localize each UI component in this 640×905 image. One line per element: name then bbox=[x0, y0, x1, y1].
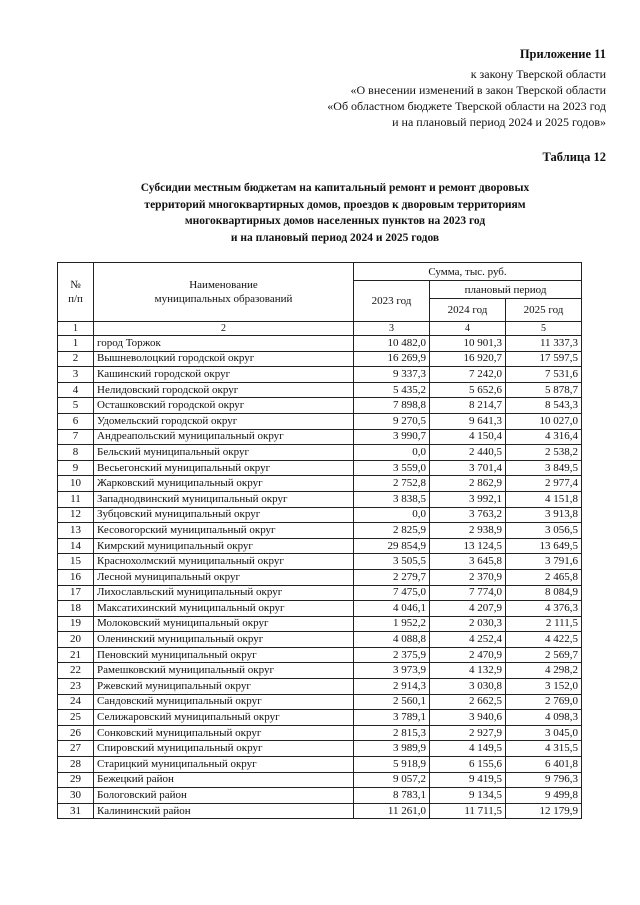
amount-2023: 29 854,9 bbox=[354, 538, 430, 554]
table-row bbox=[58, 429, 582, 445]
table-row bbox=[58, 523, 582, 539]
amount-2025: 4 422,5 bbox=[506, 632, 582, 648]
amount-2024: 10 901,3 bbox=[430, 336, 506, 352]
table-label: Таблица 12 bbox=[542, 150, 606, 164]
title-line: и на плановый период 2024 и 2025 годов bbox=[230, 231, 440, 244]
row-number: 15 bbox=[58, 554, 94, 570]
amount-2025: 13 649,5 bbox=[506, 538, 582, 554]
row-number: 9 bbox=[58, 460, 94, 476]
amount-2024: 2 470,9 bbox=[430, 647, 506, 663]
amount-2025: 3 849,5 bbox=[506, 460, 582, 476]
amount-2024: 6 155,6 bbox=[430, 757, 506, 773]
column-numbers bbox=[58, 322, 582, 336]
amount-2024: 8 214,7 bbox=[430, 398, 506, 414]
appendix-line: и на плановый период 2024 и 2025 годов» bbox=[392, 115, 606, 129]
amount-2024: 11 711,5 bbox=[430, 803, 506, 819]
amount-2025: 3 913,8 bbox=[506, 507, 582, 523]
amount-2025: 10 027,0 bbox=[506, 413, 582, 429]
appendix-line: к закону Тверской области bbox=[470, 67, 606, 81]
amount-2024: 3 940,6 bbox=[430, 710, 506, 726]
amount-2024: 4 150,4 bbox=[430, 429, 506, 445]
amount-2023: 1 952,2 bbox=[354, 616, 430, 632]
municipality-name: Молоковский муниципальный округ bbox=[94, 616, 354, 632]
amount-2025: 3 152,0 bbox=[506, 679, 582, 695]
amount-2025: 4 316,4 bbox=[506, 429, 582, 445]
row-number: 13 bbox=[58, 523, 94, 539]
amount-2025: 3 791,6 bbox=[506, 554, 582, 570]
amount-2023: 3 505,5 bbox=[354, 554, 430, 570]
header-name: Наименование муниципальных образований bbox=[94, 263, 354, 322]
table-row bbox=[58, 538, 582, 554]
row-number: 5 bbox=[58, 398, 94, 414]
amount-2025: 3 056,5 bbox=[506, 523, 582, 539]
header-num: № п/п bbox=[58, 263, 94, 322]
row-number: 14 bbox=[58, 538, 94, 554]
header-2024: 2024 год bbox=[430, 299, 506, 322]
subsidies-table bbox=[57, 262, 582, 819]
amount-2025: 2 538,2 bbox=[506, 445, 582, 461]
row-number: 2 bbox=[58, 351, 94, 367]
amount-2023: 10 482,0 bbox=[354, 336, 430, 352]
amount-2025: 4 376,3 bbox=[506, 601, 582, 617]
amount-2023: 11 261,0 bbox=[354, 803, 430, 819]
amount-2024: 2 662,5 bbox=[430, 694, 506, 710]
municipality-name: Кашинский городской округ bbox=[94, 367, 354, 383]
amount-2025: 8 084,9 bbox=[506, 585, 582, 601]
table-row bbox=[58, 569, 582, 585]
amount-2024: 9 419,5 bbox=[430, 772, 506, 788]
municipality-name: Бежецкий район bbox=[94, 772, 354, 788]
municipality-name: Старицкий муниципальный округ bbox=[94, 757, 354, 773]
municipality-name: Кимрский муниципальный округ bbox=[94, 538, 354, 554]
municipality-name: Ржевский муниципальный округ bbox=[94, 679, 354, 695]
amount-2023: 0,0 bbox=[354, 507, 430, 523]
row-number: 17 bbox=[58, 585, 94, 601]
column-number: 2 bbox=[94, 322, 354, 336]
amount-2023: 2 914,3 bbox=[354, 679, 430, 695]
municipality-name: Андреапольский муниципальный округ bbox=[94, 429, 354, 445]
amount-2023: 2 752,8 bbox=[354, 476, 430, 492]
row-number: 26 bbox=[58, 725, 94, 741]
row-number: 11 bbox=[58, 491, 94, 507]
amount-2025: 12 179,9 bbox=[506, 803, 582, 819]
amount-2024: 3 645,8 bbox=[430, 554, 506, 570]
amount-2023: 2 560,1 bbox=[354, 694, 430, 710]
table-row bbox=[58, 788, 582, 804]
amount-2023: 7 475,0 bbox=[354, 585, 430, 601]
table-row bbox=[58, 585, 582, 601]
row-number: 12 bbox=[58, 507, 94, 523]
amount-2024: 2 938,9 bbox=[430, 523, 506, 539]
header-sum: Сумма, тыс. руб. bbox=[354, 263, 582, 281]
municipality-name: Краснохолмский муниципальный округ bbox=[94, 554, 354, 570]
amount-2024: 4 149,5 bbox=[430, 741, 506, 757]
amount-2025: 4 151,8 bbox=[506, 491, 582, 507]
table-row bbox=[58, 710, 582, 726]
amount-2024: 2 440,5 bbox=[430, 445, 506, 461]
row-number: 8 bbox=[58, 445, 94, 461]
amount-2024: 5 652,6 bbox=[430, 382, 506, 398]
amount-2023: 5 918,9 bbox=[354, 757, 430, 773]
amount-2024: 9 134,5 bbox=[430, 788, 506, 804]
table-row bbox=[58, 741, 582, 757]
amount-2023: 16 269,9 bbox=[354, 351, 430, 367]
table-row bbox=[58, 367, 582, 383]
amount-2025: 9 796,3 bbox=[506, 772, 582, 788]
appendix-line: «Об областном бюджете Тверской области на 2023 год bbox=[327, 99, 606, 113]
row-number: 30 bbox=[58, 788, 94, 804]
header-2023: 2023 год bbox=[354, 281, 430, 322]
municipality-name: Сонковский муниципальный округ bbox=[94, 725, 354, 741]
row-number: 24 bbox=[58, 694, 94, 710]
amount-2024: 3 030,8 bbox=[430, 679, 506, 695]
amount-2023: 3 990,7 bbox=[354, 429, 430, 445]
title-line: Субсидии местным бюджетам на капитальный ремонт и ремонт дворовых bbox=[140, 182, 530, 194]
column-number: 4 bbox=[430, 322, 506, 336]
table-row bbox=[58, 601, 582, 617]
amount-2025: 9 499,8 bbox=[506, 788, 582, 804]
header-planning-period: плановый период bbox=[430, 281, 582, 299]
amount-2025: 4 315,5 bbox=[506, 741, 582, 757]
municipality-name: Вышневолоцкий городской округ bbox=[94, 351, 354, 367]
amount-2023: 2 815,3 bbox=[354, 725, 430, 741]
municipality-name: Бологовский район bbox=[94, 788, 354, 804]
municipality-name: Зубцовский муниципальный округ bbox=[94, 507, 354, 523]
amount-2024: 13 124,5 bbox=[430, 538, 506, 554]
column-number: 3 bbox=[354, 322, 430, 336]
municipality-name: Нелидовский городской округ bbox=[94, 382, 354, 398]
amount-2025: 17 597,5 bbox=[506, 351, 582, 367]
amount-2024: 4 252,4 bbox=[430, 632, 506, 648]
municipality-name: Максатихинский муниципальный округ bbox=[94, 601, 354, 617]
row-number: 21 bbox=[58, 647, 94, 663]
table-row bbox=[58, 507, 582, 523]
municipality-name: Калининский район bbox=[94, 803, 354, 819]
municipality-name: город Торжок bbox=[94, 336, 354, 352]
amount-2024: 7 774,0 bbox=[430, 585, 506, 601]
amount-2023: 3 789,1 bbox=[354, 710, 430, 726]
municipality-name: Спировский муниципальный округ bbox=[94, 741, 354, 757]
amount-2024: 3 763,2 bbox=[430, 507, 506, 523]
amount-2025: 11 337,3 bbox=[506, 336, 582, 352]
row-number: 31 bbox=[58, 803, 94, 819]
title-line: многоквартирных домов населенных пунктов на 2023 год bbox=[184, 215, 486, 227]
row-number: 10 bbox=[58, 476, 94, 492]
amount-2023: 4 088,8 bbox=[354, 632, 430, 648]
municipality-name: Пеновский муниципальный округ bbox=[94, 647, 354, 663]
municipality-name: Жарковский муниципальный округ bbox=[94, 476, 354, 492]
row-number: 23 bbox=[58, 679, 94, 695]
column-number: 5 bbox=[506, 322, 582, 336]
amount-2025: 6 401,8 bbox=[506, 757, 582, 773]
amount-2024: 3 701,4 bbox=[430, 460, 506, 476]
table-row bbox=[58, 413, 582, 429]
table-row bbox=[58, 445, 582, 461]
amount-2023: 3 838,5 bbox=[354, 491, 430, 507]
row-number: 1 bbox=[58, 336, 94, 352]
municipality-name: Западнодвинский муниципальный округ bbox=[94, 491, 354, 507]
amount-2025: 5 878,7 bbox=[506, 382, 582, 398]
amount-2023: 9 337,3 bbox=[354, 367, 430, 383]
table-row bbox=[58, 398, 582, 414]
amount-2024: 9 641,3 bbox=[430, 413, 506, 429]
row-number: 28 bbox=[58, 757, 94, 773]
municipality-name: Селижаровский муниципальный округ bbox=[94, 710, 354, 726]
amount-2023: 5 435,2 bbox=[354, 382, 430, 398]
row-number: 25 bbox=[58, 710, 94, 726]
row-number: 27 bbox=[58, 741, 94, 757]
municipality-name: Лесной муниципальный округ bbox=[94, 569, 354, 585]
table-row bbox=[58, 663, 582, 679]
row-number: 19 bbox=[58, 616, 94, 632]
municipality-name: Сандовский муниципальный округ bbox=[94, 694, 354, 710]
amount-2023: 2 825,9 bbox=[354, 523, 430, 539]
table-row bbox=[58, 772, 582, 788]
row-number: 4 bbox=[58, 382, 94, 398]
row-number: 29 bbox=[58, 772, 94, 788]
table-header bbox=[58, 263, 582, 322]
amount-2024: 4 207,9 bbox=[430, 601, 506, 617]
municipality-name: Оленинский муниципальный округ bbox=[94, 632, 354, 648]
amount-2023: 4 046,1 bbox=[354, 601, 430, 617]
table-row bbox=[58, 554, 582, 570]
amount-2024: 16 920,7 bbox=[430, 351, 506, 367]
table-body bbox=[58, 336, 582, 819]
table-row bbox=[58, 351, 582, 367]
column-number: 1 bbox=[58, 322, 94, 336]
amount-2024: 4 132,9 bbox=[430, 663, 506, 679]
amount-2024: 3 992,1 bbox=[430, 491, 506, 507]
amount-2024: 2 030,3 bbox=[430, 616, 506, 632]
appendix-header bbox=[286, 46, 606, 130]
amount-2023: 8 783,1 bbox=[354, 788, 430, 804]
amount-2023: 9 270,5 bbox=[354, 413, 430, 429]
row-number: 6 bbox=[58, 413, 94, 429]
amount-2024: 7 242,0 bbox=[430, 367, 506, 383]
amount-2025: 2 465,8 bbox=[506, 569, 582, 585]
table-row bbox=[58, 725, 582, 741]
row-number: 16 bbox=[58, 569, 94, 585]
municipality-name: Кесовогорский муниципальный округ bbox=[94, 523, 354, 539]
table-row bbox=[58, 632, 582, 648]
appendix-title: Приложение 11 bbox=[519, 47, 606, 61]
amount-2025: 3 045,0 bbox=[506, 725, 582, 741]
row-number: 3 bbox=[58, 367, 94, 383]
municipality-name: Весьегонский муниципальный округ bbox=[94, 460, 354, 476]
amount-2024: 2 862,9 bbox=[430, 476, 506, 492]
table-row bbox=[58, 757, 582, 773]
table-row bbox=[58, 476, 582, 492]
row-number: 22 bbox=[58, 663, 94, 679]
amount-2023: 3 989,9 bbox=[354, 741, 430, 757]
amount-2025: 2 977,4 bbox=[506, 476, 582, 492]
header-2025: 2025 год bbox=[506, 299, 582, 322]
row-number: 18 bbox=[58, 601, 94, 617]
amount-2025: 4 298,2 bbox=[506, 663, 582, 679]
table-row bbox=[58, 460, 582, 476]
amount-2025: 8 543,3 bbox=[506, 398, 582, 414]
appendix-line: «О внесении изменений в закон Тверской области bbox=[350, 83, 606, 97]
amount-2024: 2 927,9 bbox=[430, 725, 506, 741]
amount-2024: 2 370,9 bbox=[430, 569, 506, 585]
amount-2025: 4 098,3 bbox=[506, 710, 582, 726]
amount-2023: 3 559,0 bbox=[354, 460, 430, 476]
amount-2023: 7 898,8 bbox=[354, 398, 430, 414]
table-row bbox=[58, 382, 582, 398]
amount-2025: 2 769,0 bbox=[506, 694, 582, 710]
amount-2025: 2 111,5 bbox=[506, 616, 582, 632]
municipality-name: Удомельский городской округ bbox=[94, 413, 354, 429]
table-row bbox=[58, 616, 582, 632]
amount-2023: 0,0 bbox=[354, 445, 430, 461]
amount-2023: 2 375,9 bbox=[354, 647, 430, 663]
column-number-row bbox=[58, 322, 582, 336]
amount-2023: 3 973,9 bbox=[354, 663, 430, 679]
table-row bbox=[58, 694, 582, 710]
amount-2023: 9 057,2 bbox=[354, 772, 430, 788]
table-row bbox=[58, 679, 582, 695]
municipality-name: Осташковский городской округ bbox=[94, 398, 354, 414]
table-row bbox=[58, 336, 582, 352]
document-title bbox=[100, 180, 570, 246]
row-number: 20 bbox=[58, 632, 94, 648]
amount-2025: 2 569,7 bbox=[506, 647, 582, 663]
municipality-name: Бельский муниципальный округ bbox=[94, 445, 354, 461]
municipality-name: Рамешковский муниципальный округ bbox=[94, 663, 354, 679]
amount-2023: 2 279,7 bbox=[354, 569, 430, 585]
municipality-name: Лихославльский муниципальный округ bbox=[94, 585, 354, 601]
row-number: 7 bbox=[58, 429, 94, 445]
amount-2025: 7 531,6 bbox=[506, 367, 582, 383]
table-row bbox=[58, 803, 582, 819]
table-row bbox=[58, 491, 582, 507]
table-row bbox=[58, 647, 582, 663]
title-line: территорий многоквартирных домов, проездов к дворовым территориям bbox=[144, 198, 526, 211]
